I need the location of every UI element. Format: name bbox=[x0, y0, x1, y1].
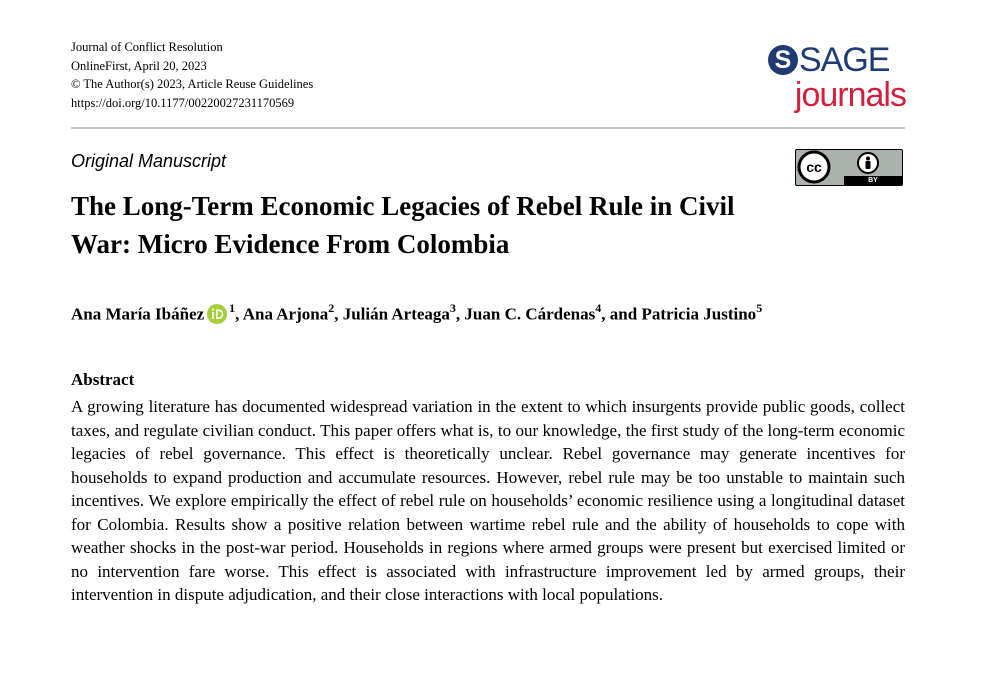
doi-link[interactable]: https://doi.org/10.1177/00220027231170569 bbox=[71, 95, 295, 110]
journals-wordmark: journals bbox=[794, 76, 906, 114]
author-affiliation: 5 bbox=[756, 301, 763, 315]
svg-text:cc: cc bbox=[806, 159, 822, 175]
abstract-text: A growing literature has documented widespread variation in the extent to which insurgents provide public goods, collect taxes, and regulate civilian conduct. This paper offers what is, to our knowledge, the first study of the long-term economic legacies of rebel governance. This effect is theoretically unclear. Rebel governance may generate incentives for households to expand production and accumulate resources. However, rebel rule may be too unstable to maintain such incentives. We explore empirically the effect of rebel rule on households’ economic resilience using a longitudinal dataset for Colombia. Results show a positive relation between wartime rebel rule and the ability of households to cope with weather shocks in the post-war period. Households in regions where armed groups were present but exercised limited or no intervention fare worse. This effect is associated with infrastructure improvement led by armed groups, their intervention in dispute adjudication, and their close interactions with local populations. bbox=[71, 397, 905, 604]
cc-by-license-badge[interactable] bbox=[795, 149, 903, 186]
online-first-date: OnlineFirst, April 20, 2023 bbox=[71, 58, 207, 73]
author-list bbox=[71, 302, 762, 325]
copyright-line[interactable]: © The Author(s) 2023, Article Reuse Guidelines bbox=[71, 77, 314, 91]
author-affiliation: 2 bbox=[328, 301, 335, 315]
author-name[interactable]: Ana María Ibáñez bbox=[71, 304, 205, 324]
sage-s-icon: S bbox=[768, 45, 798, 75]
sage-journals-logo[interactable] bbox=[768, 40, 908, 122]
abstract-heading: Abstract bbox=[71, 370, 135, 389]
header-divider bbox=[71, 127, 905, 129]
author-separator: , bbox=[334, 304, 343, 324]
author-affiliation: 4 bbox=[595, 301, 602, 315]
by-label: BY bbox=[868, 177, 878, 184]
journal-name[interactable]: Journal of Conflict Resolution bbox=[71, 40, 223, 54]
article-title: The Long-Term Economic Legacies of Rebel Rule in Civil War: Micro Evidence From Colombia bbox=[71, 191, 735, 259]
author-separator: , and bbox=[601, 304, 642, 324]
creative-commons-icon bbox=[799, 152, 829, 182]
author-affiliation: 1 bbox=[229, 301, 236, 315]
author-name[interactable]: Patricia Justino bbox=[641, 304, 757, 324]
author-name[interactable]: Juan C. Cárdenas bbox=[464, 304, 596, 324]
attribution-person-icon bbox=[858, 153, 878, 173]
author-separator: , bbox=[235, 304, 243, 324]
author-name[interactable]: Julián Arteaga bbox=[342, 304, 450, 324]
author-affiliation: 3 bbox=[449, 301, 456, 315]
orcid-icon[interactable] bbox=[207, 304, 227, 324]
journal-metadata bbox=[71, 38, 313, 112]
author-separator: , bbox=[455, 304, 465, 324]
sage-wordmark: SAGE bbox=[799, 41, 890, 79]
author-name[interactable]: Ana Arjona bbox=[242, 304, 329, 324]
article-type: Original Manuscript bbox=[71, 151, 227, 171]
